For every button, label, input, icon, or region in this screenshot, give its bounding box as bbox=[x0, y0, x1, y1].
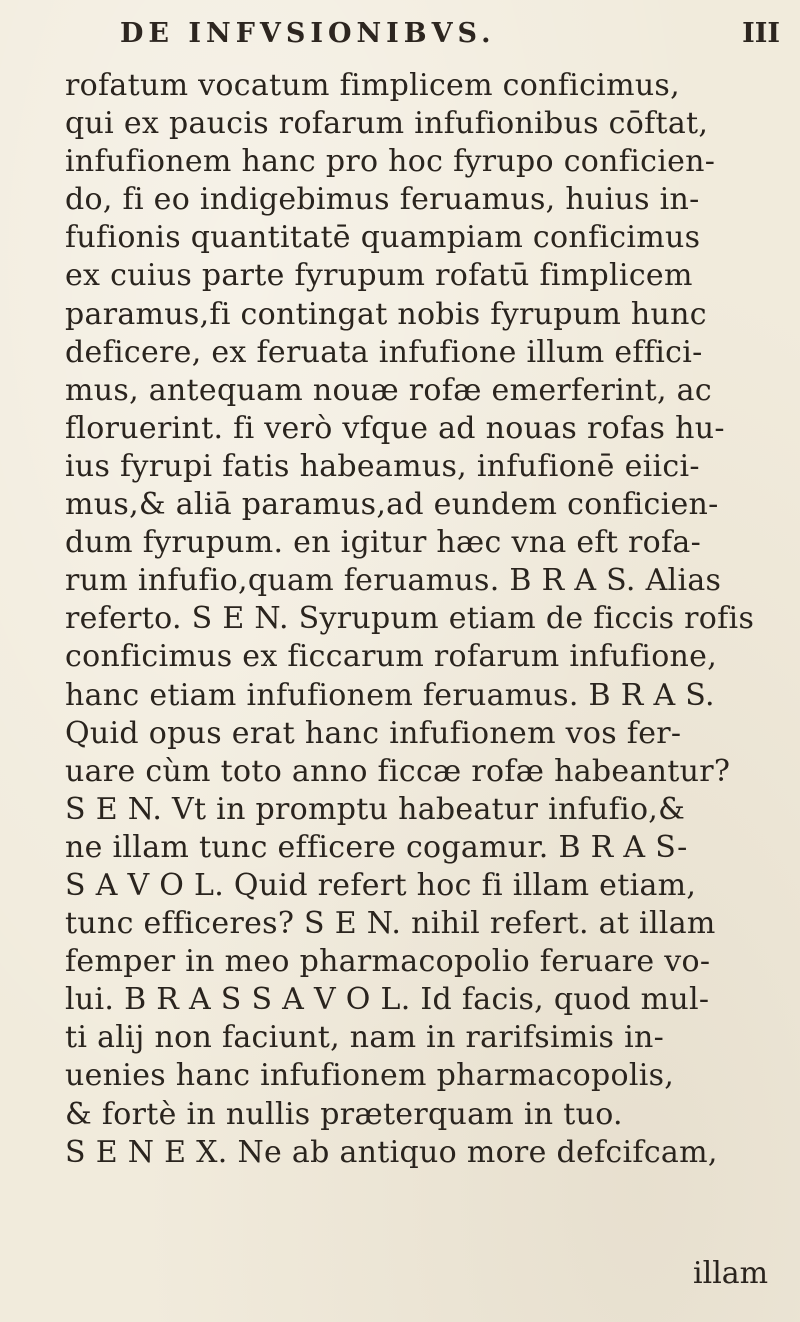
text-line: referto. S E N. Syrupum etiam de ficcis rofis bbox=[65, 601, 755, 637]
text-line: paramus,fi contingat nobis fyrupum hunc bbox=[65, 296, 707, 332]
text-line: mus, antequam nouæ rofæ emerferint, ac bbox=[65, 372, 712, 408]
text-line: Quid opus erat hanc infufionem vos fer- bbox=[65, 715, 682, 751]
text-line: floruerint. fi verò vfque ad nouas rofas hu- bbox=[65, 410, 725, 446]
text-line: uare cùm toto anno ficcæ rofæ habeantur? bbox=[65, 753, 731, 789]
text-line: dum fyrupum. en igitur hæc vna eft rofa- bbox=[65, 525, 702, 561]
text-line: S E N E X. Ne ab antiquo more defcifcam, bbox=[65, 1134, 718, 1170]
text-line: rofatum vocatum fimplicem conficimus, bbox=[65, 68, 680, 103]
text-line: infufionem hanc pro hoc fyrupo conficien- bbox=[65, 144, 716, 180]
text-line: mus,& aliā paramus,ad eundem conficien- bbox=[65, 487, 719, 523]
text-line: deficere, ex feruata infufione illum effici- bbox=[65, 334, 703, 370]
body-text bbox=[65, 67, 785, 1172]
text-line: ius fyrupi fatis habeamus, infufionē eiici- bbox=[65, 448, 700, 484]
text-line: qui ex paucis rofarum infufionibus cōftat, bbox=[65, 106, 709, 142]
page-header bbox=[120, 18, 780, 58]
text-line: & fortè in nullis præterquam in tuo. bbox=[65, 1096, 623, 1132]
text-line: ne illam tunc efficere cogamur. B R A S- bbox=[65, 829, 688, 865]
page-number: III bbox=[742, 18, 780, 49]
text-line: fufionis quantitatē quampiam conficimus bbox=[65, 220, 701, 256]
text-line: uenies hanc infufionem pharmacopolis, bbox=[65, 1058, 675, 1094]
catchword: illam bbox=[693, 1256, 769, 1291]
text-line: ti alij non faciunt, nam in rarifsimis in- bbox=[65, 1020, 665, 1056]
text-line: do, fi eo indigebimus feruamus, huius in- bbox=[65, 182, 700, 218]
text-line: S E N. Vt in promptu habeatur infufio,& bbox=[65, 791, 686, 827]
text-line: hanc etiam infufionem feruamus. B R A S. bbox=[65, 677, 715, 713]
text-line: rum infufio,quam feruamus. B R A S. Alias bbox=[65, 563, 722, 599]
text-line: tunc efficeres? S E N. nihil refert. at illam bbox=[65, 906, 716, 942]
text-line: conficimus ex ficcarum rofarum infufione, bbox=[65, 639, 718, 675]
text-line: femper in meo pharmacopolio feruare vo- bbox=[65, 944, 711, 980]
running-head: DE INFVSIONIBVS. bbox=[120, 18, 496, 49]
text-line: lui. B R A S S A V O L. Id facis, quod mul- bbox=[65, 982, 710, 1018]
text-line: ex cuius parte fyrupum rofatū fimplicem bbox=[65, 258, 693, 294]
text-line: S A V O L. Quid refert hoc fi illam etiam, bbox=[65, 867, 697, 903]
